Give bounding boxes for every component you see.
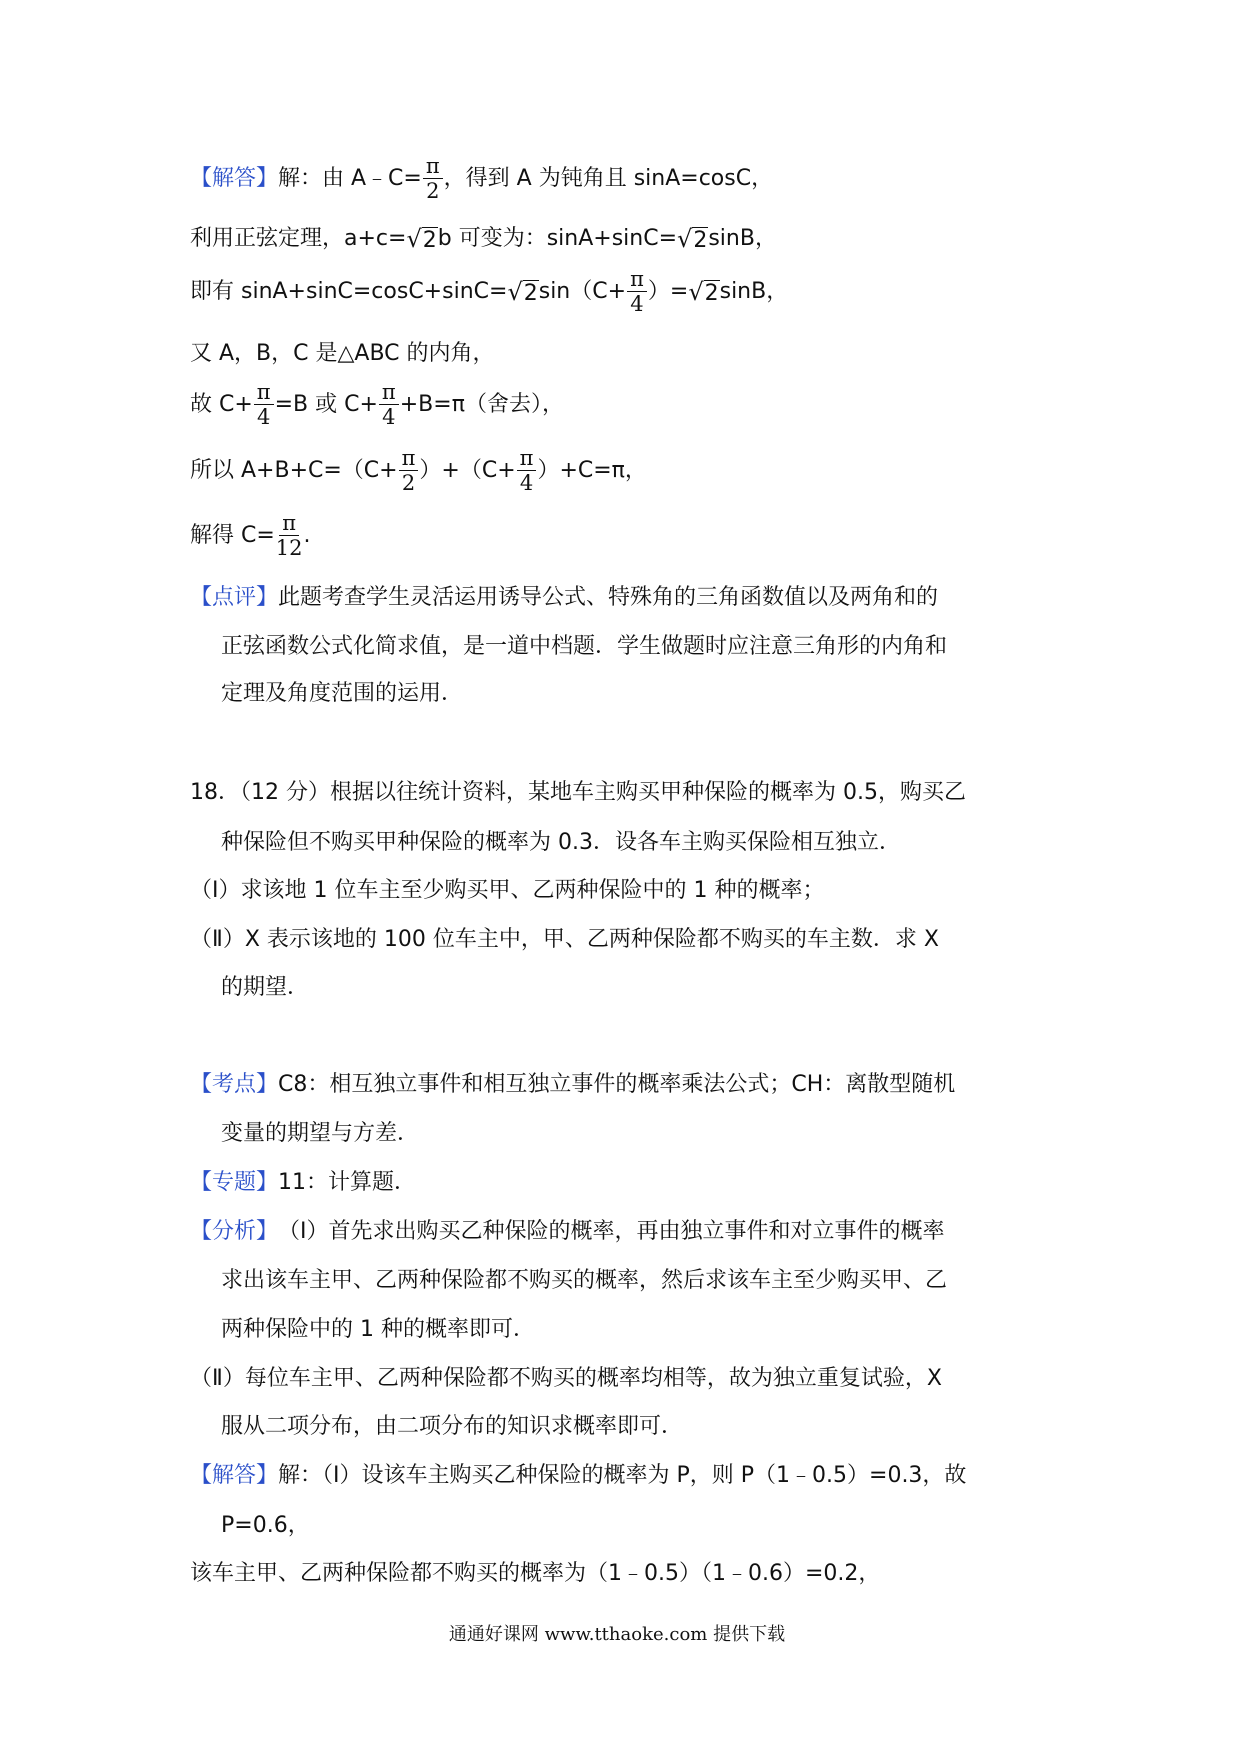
radical-sign-icon: √: [406, 224, 422, 253]
text-run: =B 或 C+: [274, 392, 378, 417]
fraction-numerator: π: [254, 382, 274, 405]
fraction-numerator: π: [399, 448, 419, 471]
section-label: 【专题】: [190, 1170, 279, 1195]
fraction-denominator: 4: [382, 405, 396, 429]
radical-sign-icon: √: [507, 277, 523, 306]
text-run: ）+C=π，: [537, 458, 647, 483]
text-run: 的期望．: [221, 975, 310, 1000]
fraction: [276, 513, 303, 559]
square-root: [677, 224, 708, 253]
text-run: 解：（Ⅰ）设该车主购买乙种保险的概率为 P，则 P（1﹣0.5）=0.3，故: [278, 1463, 967, 1488]
fraction-denominator: 2: [426, 179, 440, 203]
fraction: [423, 156, 443, 202]
text-run: 变量的期望与方差．: [221, 1121, 420, 1146]
text-run: 故 C+: [190, 392, 253, 417]
fraction: [627, 269, 647, 315]
text-run: 又 A，B，C 是△ABC 的内角，: [190, 341, 495, 366]
text-run: sinB，: [708, 226, 777, 251]
section-label: 【点评】: [190, 585, 279, 610]
page-footer: 通通好课网 www.tthaoke.com 提供下载: [448, 1624, 786, 1645]
text-run: P=0.6，: [221, 1513, 310, 1538]
fraction-denominator: 4: [257, 405, 271, 429]
text-run: 两种保险中的 1 种的概率即可．: [221, 1317, 535, 1342]
section-label: 【解答】: [190, 166, 279, 191]
radicand: 2: [422, 227, 437, 253]
fraction: [517, 448, 537, 494]
text-run: 解得 C=: [190, 523, 275, 548]
fraction: [379, 382, 399, 428]
fraction: [254, 382, 274, 428]
fraction-numerator: π: [279, 513, 299, 536]
fraction-numerator: π: [423, 156, 443, 179]
text-run: 11：计算题．: [278, 1170, 417, 1195]
radical-sign-icon: √: [688, 277, 704, 306]
text-run: 该车主甲、乙两种保险都不购买的概率为（1﹣0.5）（1﹣0.6）=0.2，: [190, 1561, 881, 1586]
section-label: 【解答】: [190, 1463, 279, 1488]
fraction-denominator: 4: [630, 292, 644, 316]
text-run: （Ⅰ）求该地 1 位车主至少购买甲、乙两种保险中的 1 种的概率；: [190, 878, 825, 903]
radicand: 2: [693, 227, 708, 253]
text-run: sinB，: [719, 279, 789, 304]
fraction-numerator: π: [379, 382, 399, 405]
square-root: [406, 224, 437, 253]
text-run: 正弦函数公式化简求值，是一道中档题．学生做题时应注意三角形的内角和: [221, 634, 948, 659]
fraction-denominator: 4: [519, 471, 534, 495]
text-run: sin（C+: [538, 279, 627, 304]
section-label: 【考点】: [190, 1072, 279, 1097]
text-run: （Ⅱ）X 表示该地的 100 位车主中，甲、乙两种保险都不购买的车主数．求 X: [190, 927, 939, 952]
fraction: [399, 448, 419, 494]
fraction-numerator: π: [627, 269, 647, 292]
text-run: b 可变为：sinA+sinC=: [437, 226, 678, 251]
text-run: 利用正弦定理，a+c=: [190, 226, 407, 251]
text-run: 服从二项分布，由二项分布的知识求概率即可．: [221, 1414, 684, 1439]
text-run: 此题考查学生灵活运用诱导公式、特殊角的三角函数值以及两角和的: [278, 585, 939, 610]
fraction-denominator: 12: [275, 536, 303, 560]
text-run: 即有 sinA+sinC=cosC+sinC=: [190, 279, 508, 304]
text-run: C8：相互独立事件和相互独立事件的概率乘法公式；CH：离散型随机: [278, 1072, 956, 1097]
text-run: 所以 A+B+C=（C+: [190, 458, 398, 483]
text-run: 18．（12 分）根据以往统计资料，某地车主购买甲种保险的概率为 0.5，购买乙: [190, 780, 966, 805]
text-run: .: [303, 523, 311, 548]
section-label: 【分析】: [190, 1219, 279, 1244]
square-root: [507, 277, 538, 306]
text-run: ）+（C+: [419, 458, 516, 483]
fraction-denominator: 2: [401, 471, 416, 495]
text-run: （Ⅱ）每位车主甲、乙两种保险都不购买的概率均相等，故为独立重复试验，X: [190, 1366, 942, 1391]
text-run: 解：由 A﹣C=: [278, 166, 422, 191]
text-run: 求出该车主甲、乙两种保险都不购买的概率，然后求该车主至少购买甲、乙: [221, 1268, 948, 1293]
square-root: [688, 277, 719, 306]
text-run: 定理及角度范围的运用．: [221, 681, 464, 706]
radical-sign-icon: √: [677, 224, 693, 253]
fraction-numerator: π: [517, 448, 537, 471]
text-run: 种保险但不购买甲种保险的概率为 0.3．设各车主购买保险相互独立．: [221, 830, 901, 855]
text-run: （Ⅰ）首先求出购买乙种保险的概率，再由独立事件和对立事件的概率: [278, 1219, 945, 1244]
text-run: +B=π（舍去），: [399, 392, 564, 417]
text-run: ，得到 A 为钝角且 sinA=cosC，: [443, 166, 774, 191]
radicand: 2: [704, 280, 719, 306]
radicand: 2: [523, 280, 538, 306]
text-run: ）=: [647, 279, 689, 304]
